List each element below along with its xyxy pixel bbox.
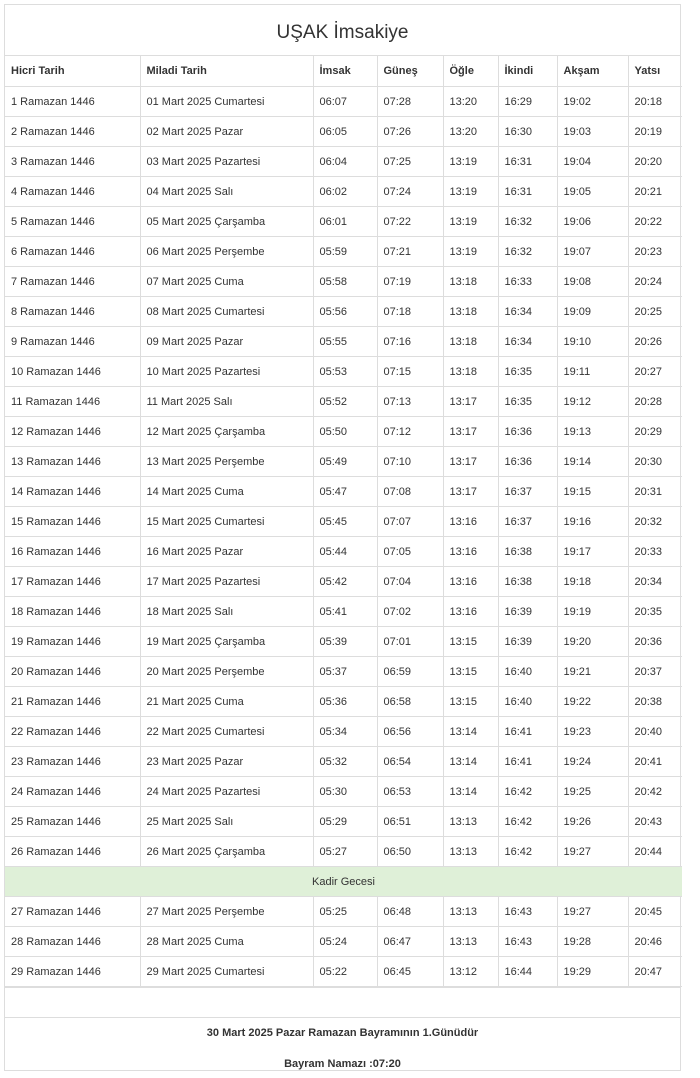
cell-miladi-tarih: 15 Mart 2025 Cumartesi [140, 507, 313, 537]
cell-hicri-tarih: 9 Ramazan 1446 [5, 327, 140, 357]
cell-gunes: 06:47 [377, 927, 443, 957]
cell-aksam: 19:05 [557, 177, 628, 207]
cell-gunes: 06:50 [377, 837, 443, 867]
cell-imsak: 05:25 [313, 897, 377, 927]
cell-miladi-tarih: 03 Mart 2025 Pazartesi [140, 147, 313, 177]
cell-imsak: 06:05 [313, 117, 377, 147]
cell-ikindi: 16:39 [498, 627, 557, 657]
cell-imsak: 05:29 [313, 807, 377, 837]
cell-imsak: 05:42 [313, 567, 377, 597]
cell-gunes: 07:01 [377, 627, 443, 657]
cell-imsak: 05:22 [313, 957, 377, 987]
cell-ogle: 13:19 [443, 207, 498, 237]
cell-aksam: 19:14 [557, 447, 628, 477]
page-title: UŞAK İmsakiye [5, 5, 680, 56]
cell-yatsi: 20:46 [628, 927, 682, 957]
cell-ikindi: 16:30 [498, 117, 557, 147]
cell-gunes: 06:48 [377, 897, 443, 927]
cell-imsak: 05:55 [313, 327, 377, 357]
cell-ogle: 13:16 [443, 507, 498, 537]
cell-imsak: 05:34 [313, 717, 377, 747]
cell-yatsi: 20:45 [628, 897, 682, 927]
cell-ogle: 13:19 [443, 177, 498, 207]
cell-aksam: 19:15 [557, 477, 628, 507]
table-row [5, 147, 682, 177]
cell-aksam: 19:23 [557, 717, 628, 747]
cell-ikindi: 16:43 [498, 897, 557, 927]
cell-hicri-tarih: 15 Ramazan 1446 [5, 507, 140, 537]
table-row [5, 627, 682, 657]
table-row [5, 957, 682, 987]
cell-yatsi: 20:33 [628, 537, 682, 567]
cell-ogle: 13:19 [443, 147, 498, 177]
cell-aksam: 19:20 [557, 627, 628, 657]
cell-imsak: 05:53 [313, 357, 377, 387]
cell-hicri-tarih: 25 Ramazan 1446 [5, 807, 140, 837]
cell-ogle: 13:17 [443, 477, 498, 507]
cell-yatsi: 20:34 [628, 567, 682, 597]
cell-miladi-tarih: 02 Mart 2025 Pazar [140, 117, 313, 147]
cell-hicri-tarih: 21 Ramazan 1446 [5, 687, 140, 717]
cell-yatsi: 20:29 [628, 417, 682, 447]
table-row [5, 477, 682, 507]
cell-ikindi: 16:32 [498, 207, 557, 237]
column-header-miladi-tarih: Miladi Tarih [140, 56, 313, 87]
cell-aksam: 19:03 [557, 117, 628, 147]
cell-ikindi: 16:40 [498, 687, 557, 717]
cell-ogle: 13:16 [443, 597, 498, 627]
cell-gunes: 06:45 [377, 957, 443, 987]
column-header-aksam: Akşam [557, 56, 628, 87]
cell-ogle: 13:18 [443, 297, 498, 327]
cell-gunes: 07:25 [377, 147, 443, 177]
cell-yatsi: 20:22 [628, 207, 682, 237]
cell-miladi-tarih: 18 Mart 2025 Salı [140, 597, 313, 627]
cell-miladi-tarih: 19 Mart 2025 Çarşamba [140, 627, 313, 657]
cell-ogle: 13:18 [443, 267, 498, 297]
cell-yatsi: 20:18 [628, 87, 682, 117]
cell-miladi-tarih: 05 Mart 2025 Çarşamba [140, 207, 313, 237]
cell-ikindi: 16:39 [498, 597, 557, 627]
cell-ikindi: 16:32 [498, 237, 557, 267]
table-row [5, 267, 682, 297]
column-header-gunes: Güneş [377, 56, 443, 87]
cell-aksam: 19:27 [557, 897, 628, 927]
cell-ogle: 13:20 [443, 87, 498, 117]
cell-imsak: 05:41 [313, 597, 377, 627]
cell-yatsi: 20:24 [628, 267, 682, 297]
cell-aksam: 19:24 [557, 747, 628, 777]
cell-hicri-tarih: 8 Ramazan 1446 [5, 297, 140, 327]
cell-aksam: 19:26 [557, 807, 628, 837]
cell-ikindi: 16:33 [498, 267, 557, 297]
table-row [5, 597, 682, 627]
cell-gunes: 07:24 [377, 177, 443, 207]
cell-ikindi: 16:35 [498, 357, 557, 387]
cell-yatsi: 20:40 [628, 717, 682, 747]
table-row [5, 237, 682, 267]
cell-imsak: 06:02 [313, 177, 377, 207]
cell-yatsi: 20:37 [628, 657, 682, 687]
cell-ikindi: 16:43 [498, 927, 557, 957]
cell-yatsi: 20:19 [628, 117, 682, 147]
cell-yatsi: 20:35 [628, 597, 682, 627]
cell-ikindi: 16:37 [498, 477, 557, 507]
table-row [5, 87, 682, 117]
cell-hicri-tarih: 1 Ramazan 1446 [5, 87, 140, 117]
cell-miladi-tarih: 01 Mart 2025 Cumartesi [140, 87, 313, 117]
column-header-ogle: Öğle [443, 56, 498, 87]
bayram-namazi-text: Bayram Namazı :07:20 [284, 1058, 401, 1070]
cell-hicri-tarih: 27 Ramazan 1446 [5, 897, 140, 927]
cell-aksam: 19:02 [557, 87, 628, 117]
cell-miladi-tarih: 11 Mart 2025 Salı [140, 387, 313, 417]
cell-gunes: 07:10 [377, 447, 443, 477]
cell-aksam: 19:13 [557, 417, 628, 447]
cell-ogle: 13:15 [443, 657, 498, 687]
cell-yatsi: 20:21 [628, 177, 682, 207]
cell-miladi-tarih: 25 Mart 2025 Salı [140, 807, 313, 837]
kadir-gecesi-row [5, 867, 682, 897]
cell-ikindi: 16:31 [498, 147, 557, 177]
table-row [5, 117, 682, 147]
kadir-gecesi-label: Kadir Gecesi [5, 867, 682, 897]
cell-imsak: 05:39 [313, 627, 377, 657]
cell-gunes: 06:54 [377, 747, 443, 777]
table-row [5, 207, 682, 237]
cell-gunes: 07:16 [377, 327, 443, 357]
cell-gunes: 07:04 [377, 567, 443, 597]
cell-miladi-tarih: 23 Mart 2025 Pazar [140, 747, 313, 777]
cell-yatsi: 20:28 [628, 387, 682, 417]
cell-gunes: 07:12 [377, 417, 443, 447]
cell-hicri-tarih: 10 Ramazan 1446 [5, 357, 140, 387]
cell-hicri-tarih: 7 Ramazan 1446 [5, 267, 140, 297]
cell-ogle: 13:14 [443, 747, 498, 777]
cell-miladi-tarih: 08 Mart 2025 Cumartesi [140, 297, 313, 327]
table-row [5, 807, 682, 837]
cell-ogle: 13:13 [443, 897, 498, 927]
cell-aksam: 19:11 [557, 357, 628, 387]
cell-miladi-tarih: 26 Mart 2025 Çarşamba [140, 837, 313, 867]
cell-miladi-tarih: 29 Mart 2025 Cumartesi [140, 957, 313, 987]
cell-imsak: 05:56 [313, 297, 377, 327]
cell-yatsi: 20:44 [628, 837, 682, 867]
cell-ogle: 13:19 [443, 237, 498, 267]
cell-imsak: 06:07 [313, 87, 377, 117]
cell-imsak: 05:58 [313, 267, 377, 297]
cell-imsak: 05:49 [313, 447, 377, 477]
cell-yatsi: 20:36 [628, 627, 682, 657]
cell-ogle: 13:13 [443, 927, 498, 957]
cell-ikindi: 16:40 [498, 657, 557, 687]
table-row [5, 687, 682, 717]
table-row [5, 927, 682, 957]
cell-miladi-tarih: 04 Mart 2025 Salı [140, 177, 313, 207]
cell-ogle: 13:20 [443, 117, 498, 147]
cell-gunes: 07:07 [377, 507, 443, 537]
cell-aksam: 19:16 [557, 507, 628, 537]
cell-hicri-tarih: 17 Ramazan 1446 [5, 567, 140, 597]
cell-hicri-tarih: 23 Ramazan 1446 [5, 747, 140, 777]
cell-hicri-tarih: 28 Ramazan 1446 [5, 927, 140, 957]
cell-miladi-tarih: 14 Mart 2025 Cuma [140, 477, 313, 507]
cell-ikindi: 16:37 [498, 507, 557, 537]
cell-imsak: 05:47 [313, 477, 377, 507]
cell-imsak: 05:36 [313, 687, 377, 717]
cell-gunes: 07:05 [377, 537, 443, 567]
cell-imsak: 05:27 [313, 837, 377, 867]
cell-yatsi: 20:23 [628, 237, 682, 267]
cell-miladi-tarih: 22 Mart 2025 Cumartesi [140, 717, 313, 747]
cell-gunes: 06:51 [377, 807, 443, 837]
cell-miladi-tarih: 12 Mart 2025 Çarşamba [140, 417, 313, 447]
table-row [5, 327, 682, 357]
cell-aksam: 19:25 [557, 777, 628, 807]
cell-aksam: 19:22 [557, 687, 628, 717]
cell-gunes: 07:15 [377, 357, 443, 387]
cell-yatsi: 20:20 [628, 147, 682, 177]
cell-hicri-tarih: 2 Ramazan 1446 [5, 117, 140, 147]
cell-imsak: 05:24 [313, 927, 377, 957]
cell-ikindi: 16:29 [498, 87, 557, 117]
table-row [5, 417, 682, 447]
cell-gunes: 07:08 [377, 477, 443, 507]
cell-ikindi: 16:31 [498, 177, 557, 207]
cell-ikindi: 16:38 [498, 537, 557, 567]
cell-ikindi: 16:36 [498, 447, 557, 477]
cell-ogle: 13:13 [443, 807, 498, 837]
imsakiye-panel [4, 4, 681, 1071]
table-row [5, 537, 682, 567]
cell-hicri-tarih: 4 Ramazan 1446 [5, 177, 140, 207]
cell-miladi-tarih: 21 Mart 2025 Cuma [140, 687, 313, 717]
cell-miladi-tarih: 13 Mart 2025 Perşembe [140, 447, 313, 477]
cell-yatsi: 20:42 [628, 777, 682, 807]
cell-hicri-tarih: 20 Ramazan 1446 [5, 657, 140, 687]
cell-ogle: 13:13 [443, 837, 498, 867]
cell-ikindi: 16:36 [498, 417, 557, 447]
cell-ikindi: 16:42 [498, 807, 557, 837]
cell-yatsi: 20:27 [628, 357, 682, 387]
cell-hicri-tarih: 26 Ramazan 1446 [5, 837, 140, 867]
cell-yatsi: 20:38 [628, 687, 682, 717]
cell-gunes: 06:56 [377, 717, 443, 747]
cell-yatsi: 20:26 [628, 327, 682, 357]
table-row [5, 297, 682, 327]
cell-hicri-tarih: 6 Ramazan 1446 [5, 237, 140, 267]
cell-hicri-tarih: 24 Ramazan 1446 [5, 777, 140, 807]
cell-hicri-tarih: 14 Ramazan 1446 [5, 477, 140, 507]
cell-miladi-tarih: 20 Mart 2025 Perşembe [140, 657, 313, 687]
bayram-info [5, 987, 680, 1078]
cell-gunes: 06:59 [377, 657, 443, 687]
cell-ogle: 13:18 [443, 357, 498, 387]
cell-aksam: 19:04 [557, 147, 628, 177]
cell-gunes: 07:18 [377, 297, 443, 327]
cell-gunes: 07:02 [377, 597, 443, 627]
column-header-yatsi: Yatsı [628, 56, 682, 87]
cell-gunes: 07:13 [377, 387, 443, 417]
cell-ikindi: 16:44 [498, 957, 557, 987]
cell-imsak: 05:50 [313, 417, 377, 447]
table-row [5, 357, 682, 387]
cell-imsak: 05:32 [313, 747, 377, 777]
cell-aksam: 19:06 [557, 207, 628, 237]
cell-miladi-tarih: 09 Mart 2025 Pazar [140, 327, 313, 357]
cell-miladi-tarih: 28 Mart 2025 Cuma [140, 927, 313, 957]
cell-ogle: 13:15 [443, 687, 498, 717]
cell-hicri-tarih: 5 Ramazan 1446 [5, 207, 140, 237]
cell-ikindi: 16:42 [498, 837, 557, 867]
table-row [5, 657, 682, 687]
cell-ogle: 13:14 [443, 717, 498, 747]
cell-gunes: 07:28 [377, 87, 443, 117]
cell-aksam: 19:10 [557, 327, 628, 357]
cell-aksam: 19:08 [557, 267, 628, 297]
cell-hicri-tarih: 3 Ramazan 1446 [5, 147, 140, 177]
cell-aksam: 19:09 [557, 297, 628, 327]
table-row [5, 717, 682, 747]
cell-ogle: 13:12 [443, 957, 498, 987]
cell-yatsi: 20:32 [628, 507, 682, 537]
cell-ogle: 13:17 [443, 387, 498, 417]
cell-ikindi: 16:35 [498, 387, 557, 417]
table-row [5, 387, 682, 417]
table-row [5, 837, 682, 867]
cell-hicri-tarih: 13 Ramazan 1446 [5, 447, 140, 477]
cell-yatsi: 20:31 [628, 477, 682, 507]
cell-imsak: 05:30 [313, 777, 377, 807]
cell-miladi-tarih: 27 Mart 2025 Perşembe [140, 897, 313, 927]
cell-miladi-tarih: 24 Mart 2025 Pazartesi [140, 777, 313, 807]
cell-aksam: 19:07 [557, 237, 628, 267]
cell-hicri-tarih: 16 Ramazan 1446 [5, 537, 140, 567]
cell-yatsi: 20:30 [628, 447, 682, 477]
cell-ogle: 13:15 [443, 627, 498, 657]
cell-ogle: 13:17 [443, 447, 498, 477]
cell-gunes: 07:22 [377, 207, 443, 237]
table-row [5, 177, 682, 207]
table-row [5, 747, 682, 777]
cell-ikindi: 16:41 [498, 747, 557, 777]
table-row [5, 897, 682, 927]
cell-hicri-tarih: 19 Ramazan 1446 [5, 627, 140, 657]
cell-imsak: 05:52 [313, 387, 377, 417]
cell-aksam: 19:18 [557, 567, 628, 597]
cell-ogle: 13:16 [443, 537, 498, 567]
cell-ikindi: 16:42 [498, 777, 557, 807]
cell-hicri-tarih: 11 Ramazan 1446 [5, 387, 140, 417]
cell-ikindi: 16:38 [498, 567, 557, 597]
cell-gunes: 07:26 [377, 117, 443, 147]
cell-yatsi: 20:47 [628, 957, 682, 987]
column-header-hicri-tarih: Hicri Tarih [5, 56, 140, 87]
cell-imsak: 05:59 [313, 237, 377, 267]
cell-imsak: 06:04 [313, 147, 377, 177]
cell-miladi-tarih: 10 Mart 2025 Pazartesi [140, 357, 313, 387]
cell-yatsi: 20:25 [628, 297, 682, 327]
cell-hicri-tarih: 18 Ramazan 1446 [5, 597, 140, 627]
cell-miladi-tarih: 16 Mart 2025 Pazar [140, 537, 313, 567]
cell-hicri-tarih: 12 Ramazan 1446 [5, 417, 140, 447]
cell-hicri-tarih: 22 Ramazan 1446 [5, 717, 140, 747]
column-header-ikindi: İkindi [498, 56, 557, 87]
cell-ogle: 13:18 [443, 327, 498, 357]
cell-miladi-tarih: 06 Mart 2025 Perşembe [140, 237, 313, 267]
cell-gunes: 06:53 [377, 777, 443, 807]
cell-aksam: 19:19 [557, 597, 628, 627]
cell-aksam: 19:12 [557, 387, 628, 417]
cell-hicri-tarih: 29 Ramazan 1446 [5, 957, 140, 987]
cell-miladi-tarih: 07 Mart 2025 Cuma [140, 267, 313, 297]
cell-aksam: 19:27 [557, 837, 628, 867]
cell-aksam: 19:28 [557, 927, 628, 957]
cell-yatsi: 20:43 [628, 807, 682, 837]
footer-spacer [5, 988, 680, 1018]
bayram-date-text: 30 Mart 2025 Pazar Ramazan Bayramının 1.Günüdür [206, 1027, 479, 1039]
cell-ogle: 13:14 [443, 777, 498, 807]
cell-imsak: 05:44 [313, 537, 377, 567]
cell-ikindi: 16:41 [498, 717, 557, 747]
cell-miladi-tarih: 17 Mart 2025 Pazartesi [140, 567, 313, 597]
table-header-row [5, 56, 682, 87]
imsakiye-table [5, 56, 682, 987]
cell-aksam: 19:29 [557, 957, 628, 987]
cell-imsak: 05:45 [313, 507, 377, 537]
table-body [5, 87, 682, 987]
cell-aksam: 19:17 [557, 537, 628, 567]
cell-ikindi: 16:34 [498, 327, 557, 357]
cell-gunes: 07:21 [377, 237, 443, 267]
cell-ikindi: 16:34 [498, 297, 557, 327]
table-row [5, 567, 682, 597]
cell-imsak: 06:01 [313, 207, 377, 237]
cell-ogle: 13:16 [443, 567, 498, 597]
cell-aksam: 19:21 [557, 657, 628, 687]
cell-yatsi: 20:41 [628, 747, 682, 777]
cell-imsak: 05:37 [313, 657, 377, 687]
cell-gunes: 07:19 [377, 267, 443, 297]
table-row [5, 447, 682, 477]
cell-gunes: 06:58 [377, 687, 443, 717]
column-header-imsak: İmsak [313, 56, 377, 87]
table-row [5, 507, 682, 537]
cell-ogle: 13:17 [443, 417, 498, 447]
table-row [5, 777, 682, 807]
